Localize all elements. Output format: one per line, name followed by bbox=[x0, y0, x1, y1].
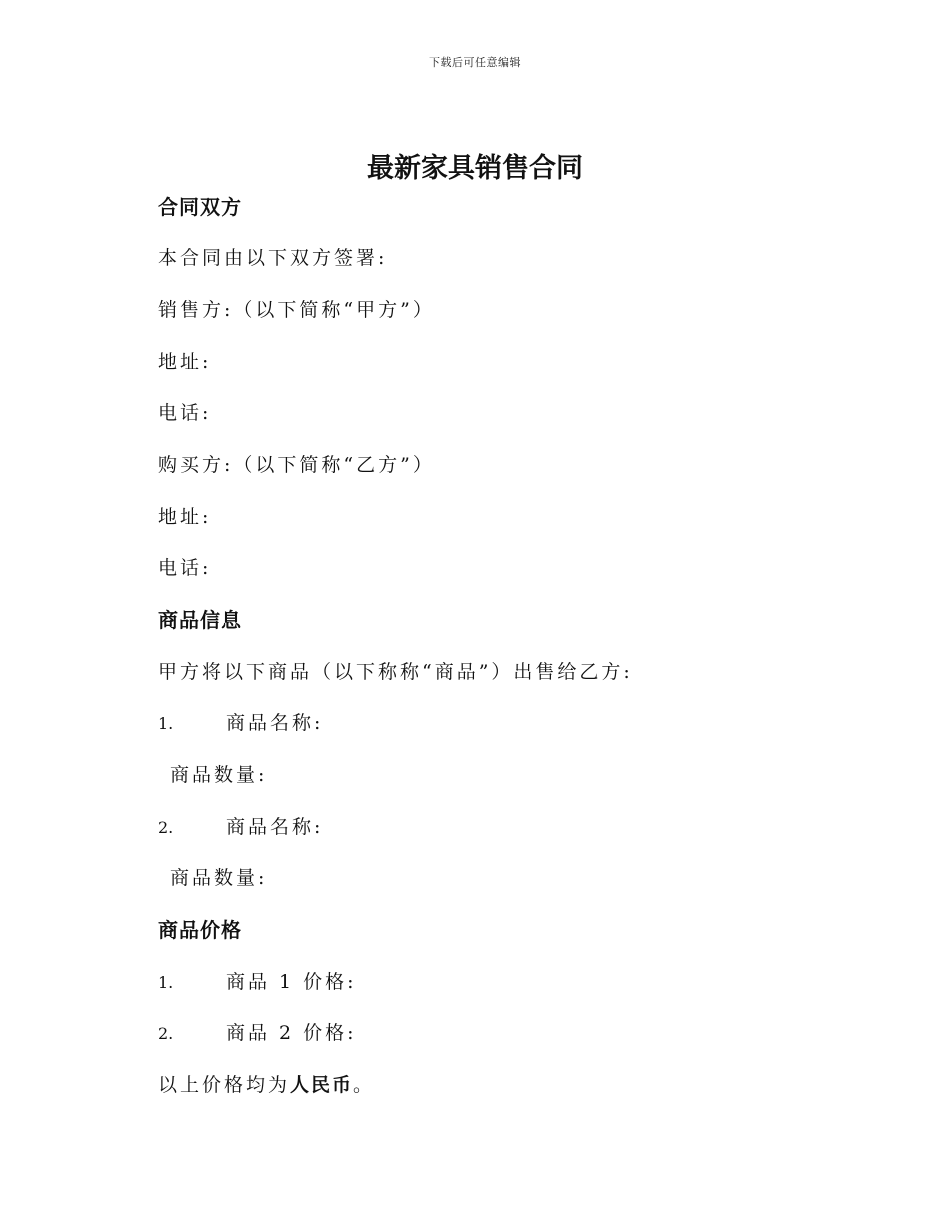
currency-prefix: 以上价格均为 bbox=[158, 1074, 291, 1096]
list-number: 2. bbox=[158, 818, 174, 837]
goods-item-2-name bbox=[158, 814, 323, 841]
document-title: 最新家具销售合同 bbox=[367, 153, 583, 184]
section-heading-parties: 合同双方 bbox=[158, 195, 242, 219]
seller-phone: 电话: bbox=[158, 402, 212, 424]
price-item-1 bbox=[158, 969, 357, 996]
currency-note bbox=[158, 1072, 375, 1098]
currency-suffix: 。 bbox=[353, 1074, 376, 1096]
goods-name-label: 商品名称: bbox=[226, 816, 324, 838]
goods-name-label: 商品名称: bbox=[226, 712, 324, 734]
price-label: 商品 2 价格: bbox=[226, 1022, 357, 1044]
page-header-note: 下载后可任意编辑 bbox=[429, 56, 521, 69]
list-number: 1. bbox=[158, 973, 174, 992]
seller-line: 销售方:（以下简称“甲方”） bbox=[158, 299, 435, 321]
list-number: 2. bbox=[158, 1024, 174, 1043]
buyer-address: 地址: bbox=[158, 506, 212, 528]
section-heading-price: 商品价格 bbox=[158, 918, 242, 942]
goods-item-1-qty: 商品数量: bbox=[170, 764, 268, 786]
currency-name: 人民币 bbox=[290, 1074, 354, 1096]
section-heading-goods: 商品信息 bbox=[158, 608, 242, 632]
parties-intro: 本合同由以下双方签署: bbox=[158, 247, 388, 269]
price-label: 商品 1 价格: bbox=[226, 971, 357, 993]
price-item-2 bbox=[158, 1020, 357, 1047]
buyer-line: 购买方:（以下简称“乙方”） bbox=[158, 454, 435, 476]
goods-item-2-qty: 商品数量: bbox=[170, 867, 268, 889]
goods-intro: 甲方将以下商品（以下称称“商品”）出售给乙方: bbox=[158, 661, 633, 683]
buyer-phone: 电话: bbox=[158, 557, 212, 579]
goods-item-1-name bbox=[158, 710, 323, 737]
seller-address: 地址: bbox=[158, 351, 212, 373]
list-number: 1. bbox=[158, 714, 174, 733]
